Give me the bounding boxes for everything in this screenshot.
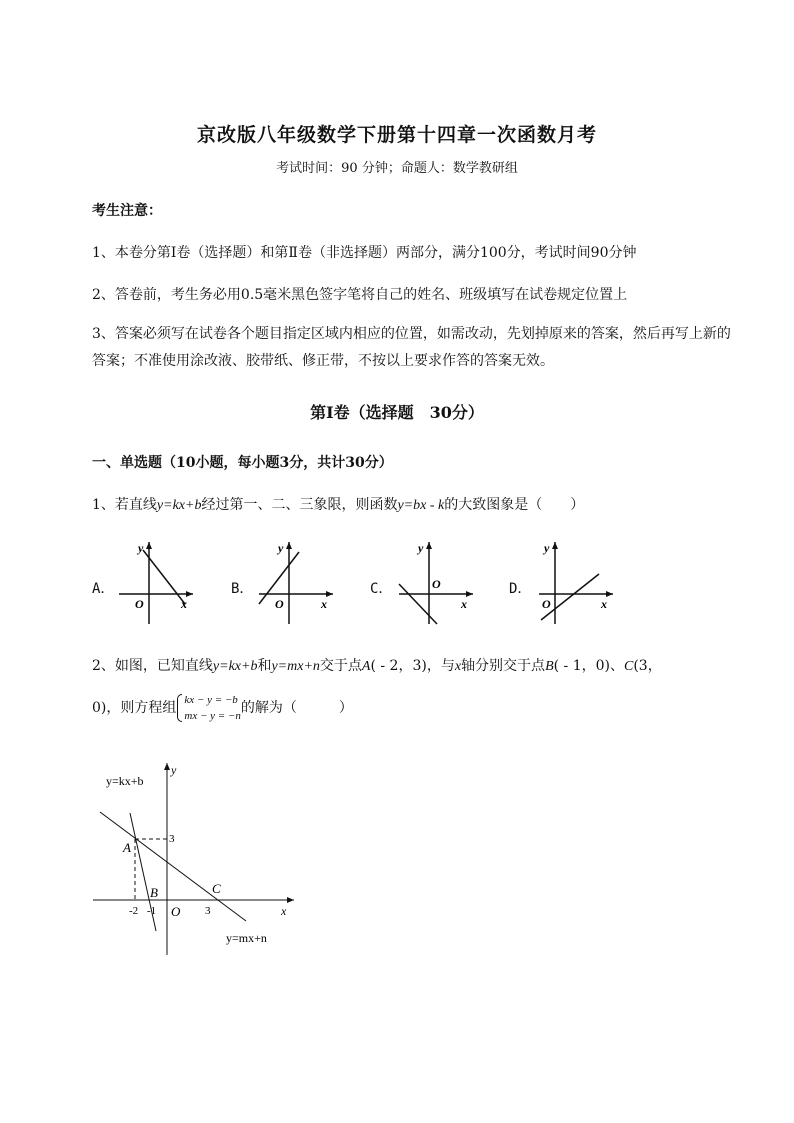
part-heading: 一、单选题（10小题，每小题3分，共计30分） xyxy=(92,455,393,471)
q2-var-x: x xyxy=(454,659,462,674)
q2-text-7: 的解为（ ） xyxy=(240,700,353,716)
option-d-graph xyxy=(535,538,615,628)
q2-point-a: A xyxy=(361,659,371,674)
tick-y-3: 3 xyxy=(169,833,175,845)
equation-1: kx − y = −b xyxy=(184,694,238,706)
q2-point-c: C xyxy=(624,659,634,674)
q1-text-2: 经过第一、二、三象限，则函数 xyxy=(201,497,398,513)
section-title: 第Ⅰ卷（选择题 30分） xyxy=(310,403,484,422)
equation-2: mx − y = −n xyxy=(184,710,241,722)
option-c-origin: O xyxy=(432,577,441,591)
option-b-label: B． xyxy=(231,581,254,597)
note-2: 2、答卷前，考生务必用0.5毫米黑色签字笔将自己的姓名、班级填写在试卷规定位置上 xyxy=(92,287,628,303)
q2-graph xyxy=(88,760,303,960)
option-c-label: C． xyxy=(370,581,393,597)
q2-text-3: 交于点 xyxy=(319,658,362,674)
tick-x-minus-1: -1 xyxy=(147,905,157,917)
option-d-x-label: x xyxy=(601,597,607,611)
question-2-line-1 xyxy=(92,655,662,675)
option-a-x-label: x xyxy=(181,597,187,611)
option-a-label: A． xyxy=(92,581,115,597)
q2-equation-2: y=mx+n xyxy=(271,659,320,674)
y-axis-label: y xyxy=(171,763,177,777)
option-a-graph xyxy=(115,538,195,628)
exam-info: 考试时间：90 分钟；命题人：数学教研组 xyxy=(276,161,518,176)
option-d-y-label: y xyxy=(544,541,550,555)
option-c-graph xyxy=(395,538,475,628)
q2-text-1: 2、如图，已知直线 xyxy=(92,658,213,674)
q2-point-a-coords: ( - 2，3) xyxy=(370,658,427,674)
option-c-x-label: x xyxy=(461,597,467,611)
q2-text-5: 轴分别交于点 xyxy=(461,658,546,674)
note-3: 3、答案必须写在试卷各个题目指定区域内相应的位置，如需改动，先划掉原来的答案，然后再写上新的答案；不准使用涂改液、胶带纸、修正带，不按以上要求作答的答案无效。 xyxy=(92,326,731,369)
x-axis-label: x xyxy=(281,904,287,918)
q2-point-b-coords: ( - 1，0)、 xyxy=(553,658,624,674)
option-b-origin: O xyxy=(275,597,284,611)
question-1 xyxy=(92,494,584,514)
option-a-y-label: y xyxy=(138,541,144,555)
notes-heading: 考生注意： xyxy=(92,203,162,219)
tick-x-minus-2: -2 xyxy=(129,905,139,917)
option-c-y-label: y xyxy=(418,541,424,555)
equation-system xyxy=(176,692,240,724)
option-a-origin: O xyxy=(135,597,144,611)
q2-text-4: ，与 xyxy=(426,658,455,674)
question-2-line-2 xyxy=(92,691,353,725)
origin-label: O xyxy=(171,904,181,919)
option-b-graph xyxy=(255,538,335,628)
q1-text-1: 1、若直线 xyxy=(92,497,157,513)
option-b-x-label: x xyxy=(321,597,327,611)
option-d-origin: O xyxy=(542,597,551,611)
q1-equation-1: y=kx+b xyxy=(156,498,202,513)
line1-label: y=kx+b xyxy=(106,774,144,788)
option-d-label: D． xyxy=(509,581,532,597)
page-title: 京改版八年级数学下册第十四章一次函数月考 xyxy=(196,124,597,146)
point-a-label: A xyxy=(123,840,131,855)
q1-equation-2: y=bx - k xyxy=(397,498,445,513)
point-b-label: B xyxy=(150,885,158,900)
q2-text-6: 0)，则方程组 xyxy=(92,700,177,716)
q1-text-3: 的大致图象是（ ） xyxy=(444,497,585,513)
q2-point-b: B xyxy=(545,659,554,674)
point-c-label: C xyxy=(212,881,221,896)
q2-equation-1: y=kx+b xyxy=(212,659,258,674)
option-b-y-label: y xyxy=(278,541,284,555)
line2-label: y=mx+n xyxy=(226,931,267,945)
q2-point-c-coords: (3， xyxy=(633,658,662,674)
tick-x-3: 3 xyxy=(205,905,211,917)
note-1: 1、本卷分第Ⅰ卷（选择题）和第Ⅱ卷（非选择题）两部分，满分100分，考试时间90分钟 xyxy=(92,245,637,261)
q2-text-2: 和 xyxy=(257,658,272,674)
